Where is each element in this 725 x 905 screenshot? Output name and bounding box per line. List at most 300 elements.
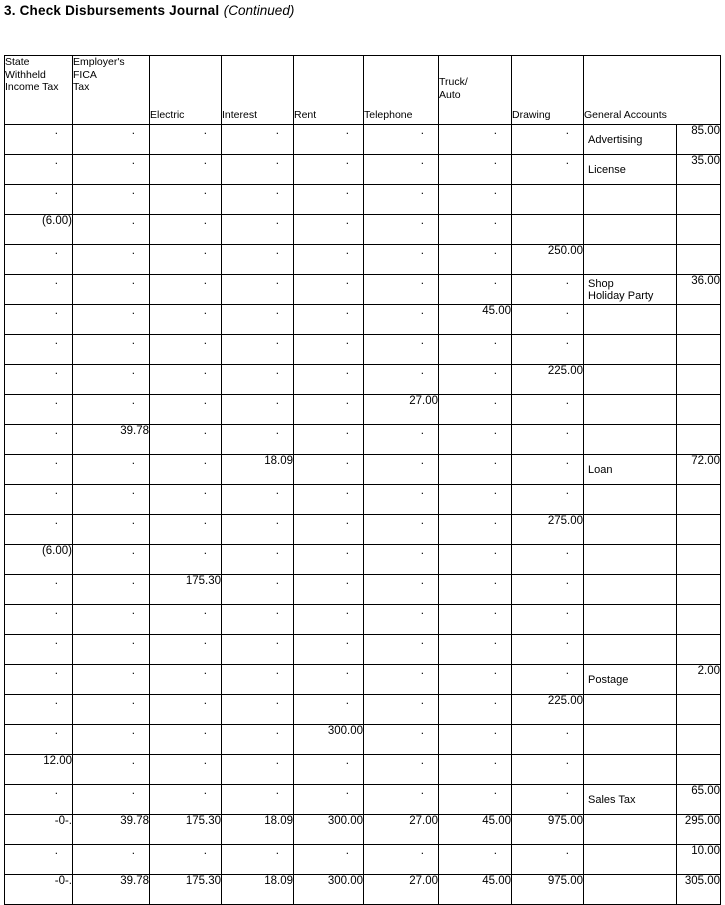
cell-general-account-amount: 35.00 — [677, 155, 721, 185]
cell-truck: . — [439, 185, 512, 215]
cell-state: . — [5, 125, 73, 155]
cell-fica: . — [73, 545, 150, 575]
cell-general-account-name — [584, 695, 677, 725]
cell-interest: . — [222, 335, 294, 365]
cell-fica: . — [73, 395, 150, 425]
cell-truck: . — [439, 275, 512, 305]
cell-state: . — [5, 155, 73, 185]
cell-general-account-name — [584, 845, 677, 875]
table-row — [5, 425, 721, 455]
cell-interest: . — [222, 605, 294, 635]
cell-interest: 18.09 — [222, 815, 294, 845]
header-line: Truck/ — [439, 76, 468, 88]
col-header-rent — [294, 56, 364, 125]
cell-state: . — [5, 305, 73, 335]
cell-drawing: . — [512, 605, 584, 635]
table-row — [5, 245, 721, 275]
cell-general-account-name: Advertising — [584, 125, 677, 155]
header-line: Employer's — [73, 56, 125, 68]
cell-telephone: 27.00 — [364, 875, 439, 905]
cell-electric: . — [150, 185, 222, 215]
cell-telephone: . — [364, 485, 439, 515]
cell-general-account-name — [584, 755, 677, 785]
table-row — [5, 455, 721, 485]
cell-state: . — [5, 275, 73, 305]
cell-drawing: . — [512, 395, 584, 425]
cell-general-account-amount — [677, 695, 721, 725]
cell-general-account-name — [584, 185, 677, 215]
cell-telephone: . — [364, 215, 439, 245]
cell-rent: . — [294, 755, 364, 785]
page-title-main: 3. Check Disbursements Journal — [4, 3, 220, 18]
cell-electric: . — [150, 335, 222, 365]
cell-fica: . — [73, 635, 150, 665]
cell-state: . — [5, 395, 73, 425]
cell-interest: . — [222, 305, 294, 335]
cell-state: -0-. — [5, 815, 73, 845]
cell-truck: . — [439, 725, 512, 755]
table-row — [5, 875, 721, 905]
cell-general-account-name — [584, 815, 677, 845]
cell-rent: . — [294, 185, 364, 215]
cell-interest: . — [222, 245, 294, 275]
header-line: Electric — [150, 108, 185, 121]
cell-general-account-amount: 10.00 — [677, 845, 721, 875]
table-row — [5, 725, 721, 755]
col-header-telephone — [364, 56, 439, 125]
cell-fica: . — [73, 305, 150, 335]
header-row — [5, 56, 721, 125]
cell-fica: 39.78 — [73, 815, 150, 845]
cell-state: . — [5, 515, 73, 545]
cell-rent: . — [294, 485, 364, 515]
cell-general-account-name — [584, 725, 677, 755]
cell-state: . — [5, 185, 73, 215]
cell-general-account-amount — [677, 245, 721, 275]
cell-state: (6.00) — [5, 545, 73, 575]
cell-fica: 39.78 — [73, 425, 150, 455]
cell-interest: 18.09 — [222, 875, 294, 905]
cell-telephone: . — [364, 725, 439, 755]
cell-rent: . — [294, 635, 364, 665]
cell-fica: . — [73, 665, 150, 695]
cell-drawing: 275.00 — [512, 515, 584, 545]
cell-truck: . — [439, 605, 512, 635]
cell-electric: . — [150, 275, 222, 305]
cell-electric: . — [150, 695, 222, 725]
cell-rent: . — [294, 155, 364, 185]
header-line: Telephone — [364, 108, 413, 121]
cell-truck: . — [439, 365, 512, 395]
cell-electric: . — [150, 635, 222, 665]
cell-electric: . — [150, 245, 222, 275]
cell-telephone: . — [364, 695, 439, 725]
cell-general-account-name — [584, 605, 677, 635]
table-row — [5, 605, 721, 635]
cell-rent: . — [294, 395, 364, 425]
cell-fica: . — [73, 245, 150, 275]
table-row — [5, 575, 721, 605]
cell-truck: . — [439, 635, 512, 665]
cell-general-account-amount: 72.00 — [677, 455, 721, 485]
cell-rent: . — [294, 695, 364, 725]
cell-telephone: . — [364, 635, 439, 665]
cell-drawing: . — [512, 575, 584, 605]
cell-drawing: . — [512, 455, 584, 485]
cell-interest: . — [222, 785, 294, 815]
table-row — [5, 665, 721, 695]
cell-drawing: . — [512, 665, 584, 695]
cell-drawing: . — [512, 785, 584, 815]
cell-fica: . — [73, 215, 150, 245]
cell-truck: . — [439, 515, 512, 545]
cell-electric: . — [150, 425, 222, 455]
table-row — [5, 635, 721, 665]
header-line: General Accounts — [584, 108, 667, 121]
table-row — [5, 185, 721, 215]
cell-electric: . — [150, 785, 222, 815]
col-header-drawing — [512, 56, 584, 125]
cell-telephone: . — [364, 785, 439, 815]
cell-rent: 300.00 — [294, 815, 364, 845]
table-row — [5, 155, 721, 185]
cell-telephone: . — [364, 365, 439, 395]
cell-drawing — [512, 185, 584, 215]
account-line-1: Shop — [588, 277, 614, 290]
cell-state: . — [5, 725, 73, 755]
cell-general-account-amount — [677, 365, 721, 395]
cell-drawing: . — [512, 335, 584, 365]
cell-state: . — [5, 665, 73, 695]
cell-interest: . — [222, 395, 294, 425]
cell-telephone: . — [364, 665, 439, 695]
table-row — [5, 125, 721, 155]
cell-telephone: . — [364, 335, 439, 365]
cell-fica: . — [73, 485, 150, 515]
cell-drawing: . — [512, 545, 584, 575]
cell-interest: . — [222, 695, 294, 725]
cell-drawing: . — [512, 275, 584, 305]
cell-general-account-amount — [677, 605, 721, 635]
cell-truck: . — [439, 545, 512, 575]
cell-electric: . — [150, 455, 222, 485]
cell-general-account-name — [584, 245, 677, 275]
cell-general-account-amount: 65.00 — [677, 785, 721, 815]
cell-general-account-amount — [677, 425, 721, 455]
cell-interest: . — [222, 515, 294, 545]
cell-general-account-amount — [677, 575, 721, 605]
cell-general-account-name — [584, 545, 677, 575]
cell-general-account-amount — [677, 335, 721, 365]
cell-interest: . — [222, 845, 294, 875]
cell-state: . — [5, 785, 73, 815]
cell-drawing: . — [512, 635, 584, 665]
cell-telephone: . — [364, 755, 439, 785]
cell-truck: . — [439, 395, 512, 425]
cell-fica: . — [73, 845, 150, 875]
account-line-2: Holiday Party — [588, 289, 654, 302]
cell-telephone: . — [364, 305, 439, 335]
cell-fica: . — [73, 335, 150, 365]
cell-truck: 45.00 — [439, 815, 512, 845]
cell-truck: . — [439, 845, 512, 875]
cell-general-account-name — [584, 395, 677, 425]
cell-rent: . — [294, 665, 364, 695]
cell-interest: . — [222, 125, 294, 155]
cell-electric: . — [150, 365, 222, 395]
cell-general-account-amount — [677, 545, 721, 575]
cell-rent: . — [294, 425, 364, 455]
cell-telephone: . — [364, 845, 439, 875]
cell-interest: . — [222, 215, 294, 245]
table-row — [5, 275, 721, 305]
cell-interest: . — [222, 425, 294, 455]
cell-general-account-name — [584, 305, 677, 335]
cell-general-account-name: Loan — [584, 455, 677, 485]
table-row — [5, 785, 721, 815]
table-row — [5, 845, 721, 875]
cell-state: . — [5, 335, 73, 365]
cell-electric: 175.30 — [150, 875, 222, 905]
cell-rent: . — [294, 545, 364, 575]
cell-general-account-name — [584, 335, 677, 365]
cell-fica: 39.78 — [73, 875, 150, 905]
cell-rent: . — [294, 125, 364, 155]
cell-telephone: . — [364, 155, 439, 185]
cell-state: . — [5, 605, 73, 635]
cell-general-account-amount — [677, 515, 721, 545]
cell-electric: 175.30 — [150, 815, 222, 845]
cell-drawing: 975.00 — [512, 875, 584, 905]
cell-general-account-name — [584, 635, 677, 665]
cell-telephone: . — [364, 605, 439, 635]
header-line: Income Tax — [5, 81, 59, 93]
cell-fica: . — [73, 785, 150, 815]
cell-state: -0-. — [5, 875, 73, 905]
header-line: Auto — [439, 88, 461, 101]
cell-fica: . — [73, 605, 150, 635]
cell-drawing: . — [512, 125, 584, 155]
table-row — [5, 515, 721, 545]
cell-truck: . — [439, 785, 512, 815]
table-row — [5, 395, 721, 425]
cell-interest: . — [222, 545, 294, 575]
cell-drawing — [512, 215, 584, 245]
cell-electric: 175.30 — [150, 575, 222, 605]
col-header-truck-auto — [439, 56, 512, 125]
col-header-state-withheld-income-tax — [5, 56, 73, 125]
cell-fica: . — [73, 125, 150, 155]
cell-rent: . — [294, 275, 364, 305]
cell-drawing: . — [512, 485, 584, 515]
cell-general-account-name — [584, 875, 677, 905]
cell-drawing: 975.00 — [512, 815, 584, 845]
cell-truck: . — [439, 335, 512, 365]
cell-fica: . — [73, 155, 150, 185]
cell-electric: . — [150, 215, 222, 245]
cell-general-account-name — [584, 215, 677, 245]
cell-rent: . — [294, 215, 364, 245]
cell-drawing: . — [512, 305, 584, 335]
cell-general-account-amount — [677, 725, 721, 755]
cell-drawing: . — [512, 845, 584, 875]
cell-rent: . — [294, 605, 364, 635]
cell-telephone: 27.00 — [364, 815, 439, 845]
cell-drawing: . — [512, 155, 584, 185]
col-header-electric — [150, 56, 222, 125]
cell-general-account-amount: 305.00 — [677, 875, 721, 905]
cell-interest: . — [222, 275, 294, 305]
table-row — [5, 215, 721, 245]
cell-telephone: . — [364, 545, 439, 575]
cell-truck: . — [439, 455, 512, 485]
cell-fica: . — [73, 185, 150, 215]
cell-telephone: . — [364, 275, 439, 305]
cell-electric: . — [150, 665, 222, 695]
cell-state: . — [5, 635, 73, 665]
cell-general-account-amount: 85.00 — [677, 125, 721, 155]
table-row — [5, 485, 721, 515]
cell-telephone: . — [364, 185, 439, 215]
cell-electric: . — [150, 845, 222, 875]
cell-telephone: . — [364, 575, 439, 605]
cell-fica: . — [73, 515, 150, 545]
cell-telephone: . — [364, 515, 439, 545]
table-row — [5, 365, 721, 395]
cell-truck: . — [439, 425, 512, 455]
cell-general-account-amount — [677, 755, 721, 785]
cell-rent: . — [294, 785, 364, 815]
cell-rent: 300.00 — [294, 725, 364, 755]
cell-interest: . — [222, 665, 294, 695]
cell-truck: . — [439, 125, 512, 155]
cell-state: . — [5, 485, 73, 515]
table-row — [5, 695, 721, 725]
cell-interest: . — [222, 635, 294, 665]
cell-truck: . — [439, 755, 512, 785]
cell-electric: . — [150, 395, 222, 425]
cell-state: (6.00) — [5, 215, 73, 245]
cell-general-account-name — [584, 485, 677, 515]
cell-truck: . — [439, 485, 512, 515]
cell-general-account-amount — [677, 185, 721, 215]
cell-state: . — [5, 365, 73, 395]
cell-general-account-name: License — [584, 155, 677, 185]
cell-general-account-amount — [677, 395, 721, 425]
cell-truck: . — [439, 665, 512, 695]
table-body — [5, 125, 721, 905]
header-line: Withheld — [5, 68, 46, 81]
header-line: State — [5, 56, 30, 68]
cell-fica: . — [73, 455, 150, 485]
cell-state: . — [5, 695, 73, 725]
cell-telephone: . — [364, 425, 439, 455]
cell-rent: . — [294, 335, 364, 365]
col-header-general-accounts — [584, 56, 721, 125]
col-header-employers-fica-tax — [73, 56, 150, 125]
cell-telephone: . — [364, 245, 439, 275]
table-row — [5, 545, 721, 575]
cell-rent: . — [294, 845, 364, 875]
cell-truck: . — [439, 575, 512, 605]
cell-interest: . — [222, 485, 294, 515]
cell-general-account-name — [584, 365, 677, 395]
table-row — [5, 305, 721, 335]
cell-interest: 18.09 — [222, 455, 294, 485]
header-line: Rent — [294, 108, 317, 121]
cell-electric: . — [150, 515, 222, 545]
check-disbursements-table — [4, 55, 721, 905]
cell-telephone: 27.00 — [364, 395, 439, 425]
cell-rent: . — [294, 245, 364, 275]
cell-state: . — [5, 575, 73, 605]
cell-truck: . — [439, 155, 512, 185]
cell-general-account-amount: 2.00 — [677, 665, 721, 695]
cell-drawing: . — [512, 425, 584, 455]
cell-drawing: 225.00 — [512, 695, 584, 725]
cell-electric: . — [150, 755, 222, 785]
cell-fica: . — [73, 575, 150, 605]
cell-telephone: . — [364, 125, 439, 155]
cell-truck: 45.00 — [439, 305, 512, 335]
cell-interest: . — [222, 365, 294, 395]
cell-truck: . — [439, 215, 512, 245]
page-title-continued: (Continued) — [223, 3, 295, 18]
cell-drawing: . — [512, 755, 584, 785]
cell-drawing: . — [512, 725, 584, 755]
cell-fica: . — [73, 365, 150, 395]
table-row — [5, 335, 721, 365]
cell-electric: . — [150, 155, 222, 185]
table-header — [5, 56, 721, 125]
header-line: FICA — [73, 68, 97, 81]
header-line: Tax — [73, 81, 90, 93]
cell-interest: . — [222, 725, 294, 755]
cell-telephone: . — [364, 455, 439, 485]
table-row — [5, 815, 721, 845]
cell-electric: . — [150, 545, 222, 575]
cell-rent: . — [294, 455, 364, 485]
cell-electric: . — [150, 605, 222, 635]
cell-general-account-name — [584, 515, 677, 545]
cell-truck: . — [439, 245, 512, 275]
cell-state: . — [5, 845, 73, 875]
cell-fica: . — [73, 695, 150, 725]
cell-general-account-amount — [677, 305, 721, 335]
cell-state: . — [5, 455, 73, 485]
cell-electric: . — [150, 125, 222, 155]
cell-rent: . — [294, 305, 364, 335]
cell-state: . — [5, 425, 73, 455]
cell-electric: . — [150, 725, 222, 755]
header-line: Interest — [222, 108, 258, 121]
cell-general-account-name — [584, 575, 677, 605]
cell-fica: . — [73, 755, 150, 785]
cell-rent: . — [294, 365, 364, 395]
cell-rent: 300.00 — [294, 875, 364, 905]
page-title — [4, 2, 294, 20]
cell-interest: . — [222, 755, 294, 785]
cell-rent: . — [294, 575, 364, 605]
cell-drawing: 250.00 — [512, 245, 584, 275]
cell-fica: . — [73, 725, 150, 755]
cell-electric: . — [150, 305, 222, 335]
cell-truck: . — [439, 695, 512, 725]
cell-electric: . — [150, 485, 222, 515]
cell-general-account-name: Postage — [584, 665, 677, 695]
cell-general-account-amount — [677, 635, 721, 665]
cell-fica: . — [73, 275, 150, 305]
